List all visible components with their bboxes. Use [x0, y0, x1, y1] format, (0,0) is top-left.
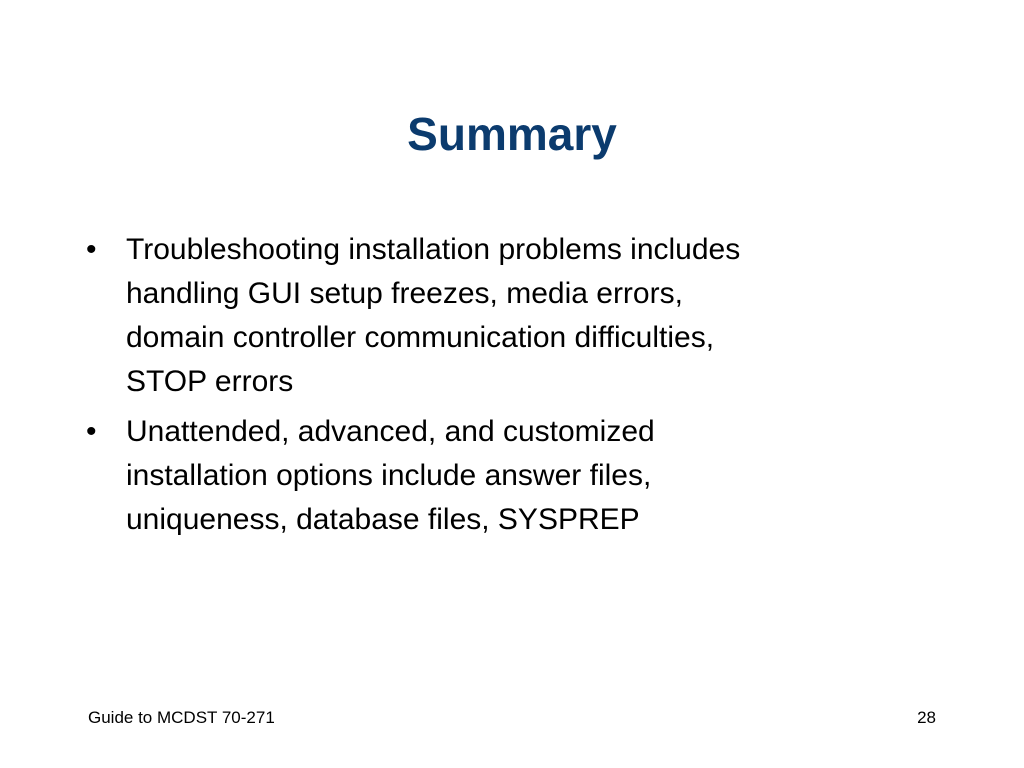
slide-title: Summary — [407, 108, 617, 160]
bullet-line: installation options include answer files, — [126, 459, 652, 492]
bullet-list — [86, 228, 946, 548]
bullet-line: Unattended, advanced, and customized — [126, 415, 655, 448]
bullet-marker: • — [86, 415, 97, 448]
page-number: 28 — [917, 708, 936, 727]
bullet-line: handling GUI setup freezes, media errors, — [126, 277, 683, 310]
bullet-line: Troubleshooting installation problems includes — [126, 233, 741, 266]
bullet-item-installation-options — [86, 410, 946, 542]
bullet-marker: • — [86, 233, 97, 266]
bullet-line: uniqueness, database files, SYSPREP — [126, 503, 640, 536]
bullet-line: domain controller communication difficulties, — [126, 321, 715, 354]
footer-course-title: Guide to MCDST 70-271 — [88, 708, 275, 727]
bullet-item-troubleshooting — [86, 228, 946, 404]
bullet-line: STOP errors — [126, 365, 294, 398]
